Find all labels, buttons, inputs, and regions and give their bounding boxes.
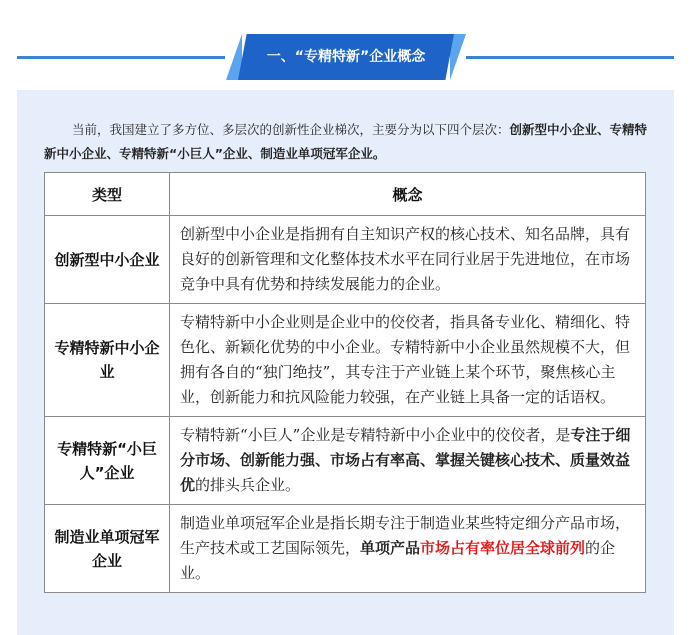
concept-highlight-text: 市场占有率位居全球前列 [420,539,586,557]
intro-bold-text: 创新型中小企业、专精特新中小企业、专精特新“小巨人”企业、制造业单项冠军企业。 [44,122,648,161]
enterprise-concept-table [44,172,646,593]
table-row [45,216,646,304]
concept-text: 的企业。 [180,539,616,582]
concept-bold-text: 单项产品 [360,539,421,557]
table-row [45,304,646,417]
table-row [45,505,646,593]
row-concept: 专精特新中小企业则是企业中的佼佼者，指具备专业化、精细化、特色化、新颖化优势的中小企业。专精特新中小企业虽然规模不大，但拥有各自的“独门绝技”，其专注于产业链上某个环节，聚焦核心主业，创新能力和抗风险能力较强，在产业链上具备一定的话语权。 [170,304,646,417]
row-concept: 创新型中小企业是指拥有自主知识产权的核心技术、知名品牌，具有良好的创新管理和文化整体技术水平在同行业居于先进地位，在市场竞争中具有优势和持续发展能力的企业。 [170,216,646,304]
row-concept [170,505,646,593]
row-type: 专精特新“小巨人”企业 [45,417,170,505]
header-type: 类型 [45,173,170,216]
intro-text: 当前，我国建立了多方位、多层次的创新性企业梯次，主要分为以下四个层次： [72,122,510,137]
header-right-rule [466,56,674,59]
row-concept [170,417,646,505]
section-title: 一、“专精特新”企业概念 [266,49,426,65]
concept-text: 制造业单项冠军企业是指长期专注于制造业某些特定细分产品市场，生产技术或工艺国际领先， [180,514,631,557]
section-header [0,34,692,80]
row-type: 创新型中小企业 [45,216,170,304]
row-type: 专精特新中小企业 [45,304,170,417]
row-type: 制造业单项冠军企业 [45,505,170,593]
header-concept: 概念 [170,173,646,216]
concept-bold-text: 专注于细分市场、创新能力强、市场占有率高、掌握关键核心技术、质量效益优 [180,426,631,494]
header-left-rule [17,56,225,59]
concept-text: 专精特新“小巨人”企业是专精特新中小企业中的佼佼者，是 [180,426,571,444]
concept-text: 的排头兵企业。 [195,476,301,494]
table-row [45,417,646,505]
intro-paragraph [44,118,650,166]
table-header-row [45,173,646,216]
